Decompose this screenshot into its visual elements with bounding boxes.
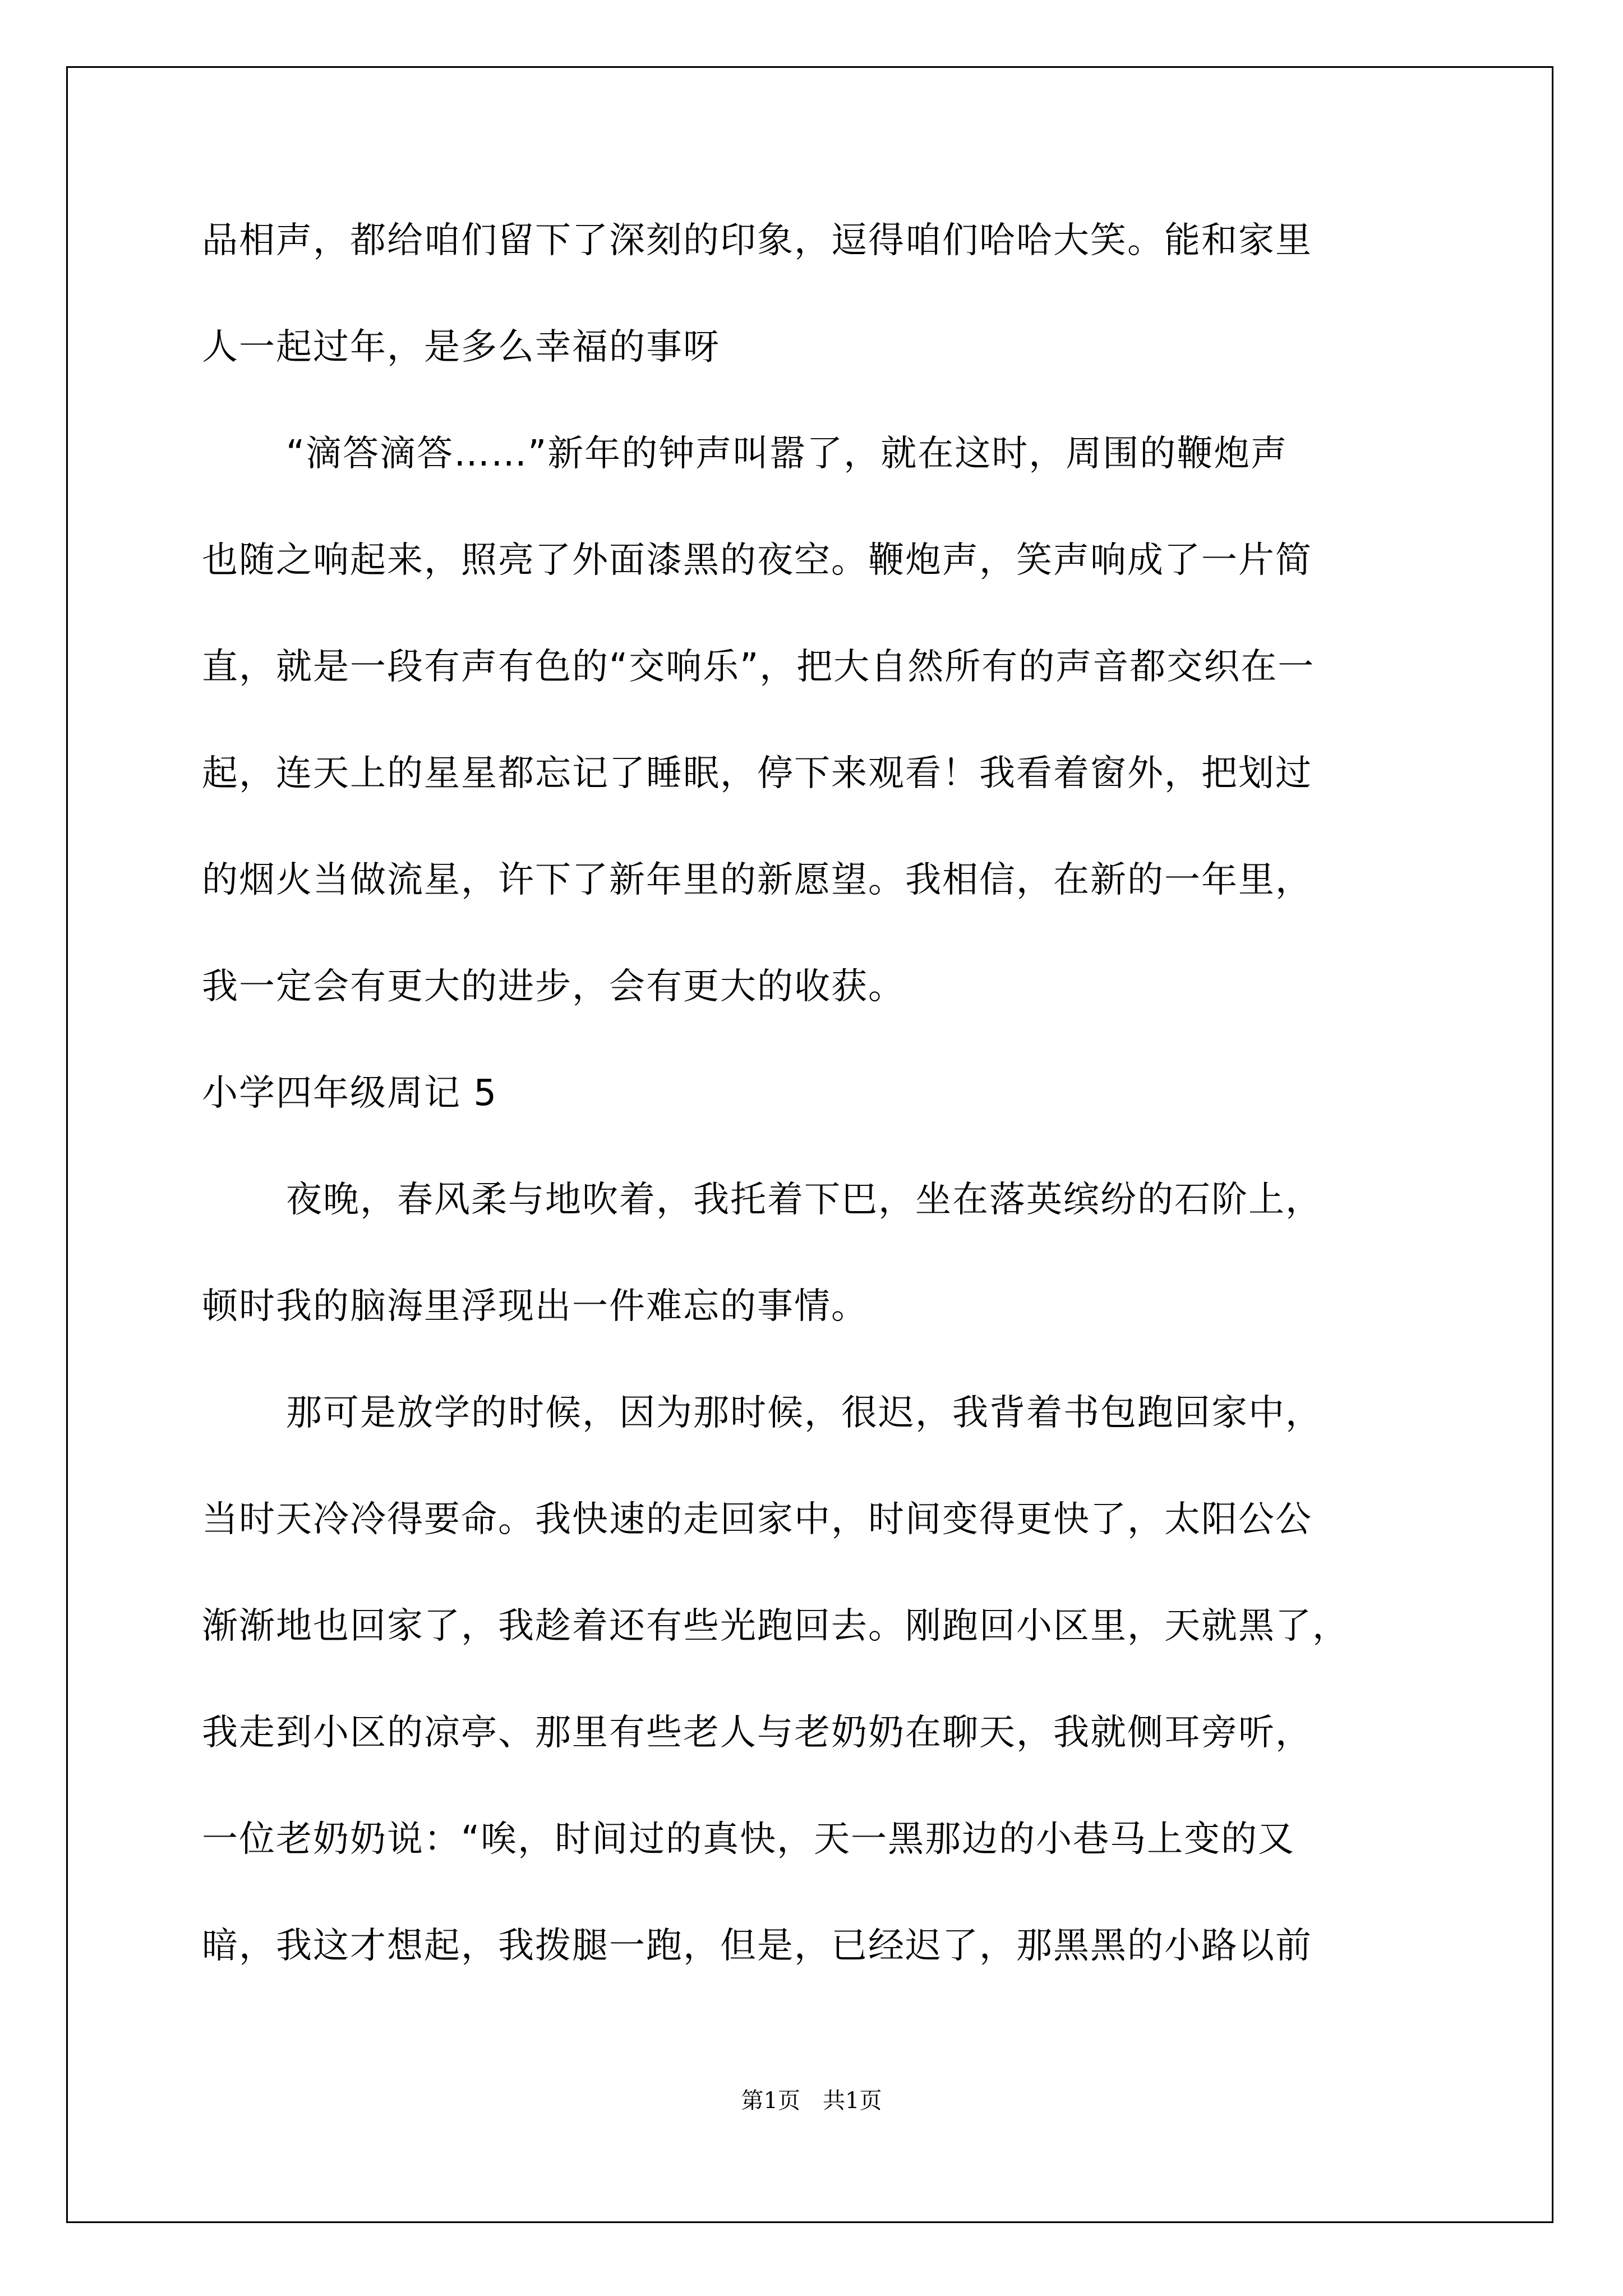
text-line: 渐渐地也回家了，我趁着还有些光跑回去。刚跑回小区里，天就黑了， [202,1605,1349,1647]
text-line: 人一起过年，是多么幸福的事呀 [202,326,720,368]
section-heading: 小学四年级周记 5 [202,1073,498,1114]
text-line: 品相声，都给咱们留下了深刻的印象，逗得咱们哈哈大笑。能和家里 [202,220,1312,261]
page-total: 共1页 [823,2088,882,2114]
document-body [202,219,1464,1968]
text-line: 一位老奶奶说：“唉，时间过的真快，天一黑那边的小巷马上变的又 [202,1819,1295,1860]
text-line: 的烟火当做流星，许下了新年里的新愿望。我相信，在新的一年里， [202,859,1312,901]
text-line: 起，连天上的星星都忘记了睡眠，停下来观看！我看着窗外，把划过 [202,753,1312,794]
text-line: 我一定会有更大的进步，会有更大的收获。 [202,966,905,1007]
paragraph-start-line: 夜晚，春风柔与地吹着，我托着下巴，坐在落英缤纷的石阶上， [286,1179,1322,1221]
text-line: 我走到小区的凉亭、那里有些老人与老奶奶在聊天，我就侧耳旁听， [202,1712,1312,1754]
page-footer [0,2087,1623,2115]
text-line: 直，就是一段有声有色的“交响乐”，把大自然所有的声音都交织在一 [202,646,1315,688]
paragraph-start-line: “滴答滴答……”新年的钟声叫嚣了，就在这时，周围的鞭炮声 [286,433,1288,475]
paragraph-start-line: 那可是放学的时候，因为那时候，很迟，我背着书包跑回家中， [286,1392,1322,1434]
text-line: 暗，我这才想起，我拨腿一跑，但是，已经迟了，那黑黑的小路以前 [202,1925,1312,1967]
text-line: 当时天冷冷得要命。我快速的走回家中，时间变得更快了，太阳公公 [202,1499,1312,1540]
text-line: 顿时我的脑海里浮现出一件难忘的事情。 [202,1286,868,1327]
text-line: 也随之响起来，照亮了外面漆黑的夜空。鞭炮声，笑声响成了一片简 [202,540,1312,581]
page-number: 第1页 [741,2088,800,2114]
